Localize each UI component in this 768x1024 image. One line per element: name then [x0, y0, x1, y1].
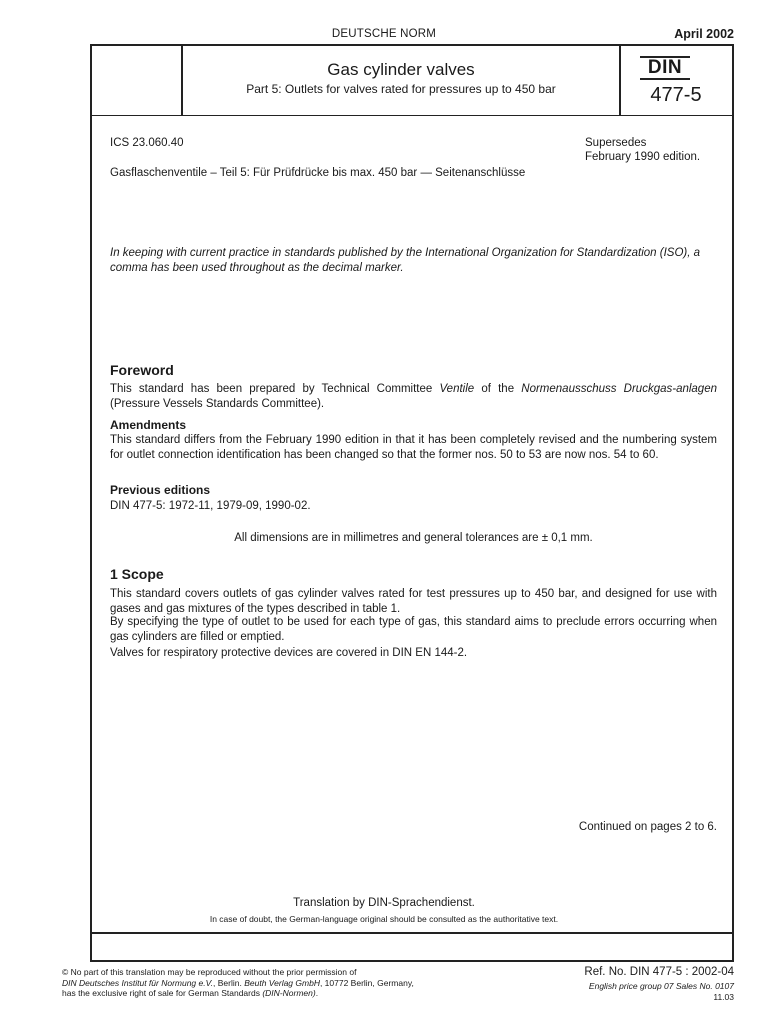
copyright-notice [62, 967, 482, 999]
scope-paragraph-1: This standard covers outlets of gas cylinder valves rated for test pressures up to 450 bar, and designed for use with gases and gas mixtures of the types described in table 1. [110, 588, 717, 615]
scope-paragraph-3: Valves for respiratory protective devices are covered in DIN EN 144-2. [110, 647, 468, 659]
foreword-text-part: (Pressure Vessels Standards Committee). [110, 398, 325, 410]
copyright-text-part: has the exclusive right of sale for German Standards [62, 988, 263, 998]
scope-heading: 1 Scope [110, 566, 164, 582]
copyright-text-part: . [315, 988, 319, 998]
price-group: English price group 07 Sales No. 0107 [588, 981, 734, 991]
german-title: Gasflaschenventile – Teil 5: Für Prüfdrücke bis max. 450 bar — Seitenanschlüsse [110, 167, 526, 179]
standards-committee-name: Normenausschuss Druckgas-anlagen [521, 383, 717, 395]
scope-paragraph-2: By specifying the type of outlet to be used for each type of gas, this standard aims to preclude errors occurring when gas cylinders are filled or emptied. [110, 616, 717, 643]
copyright-line-1: © No part of this translation may be reproduced without the prior permission of [62, 967, 357, 977]
foreword-text [110, 382, 717, 412]
copyright-line-2 [62, 978, 482, 989]
publication-date: April 2002 [674, 27, 734, 41]
doubt-note: In case of doubt, the German-language original should be consulted as the authoritative text. [209, 914, 559, 924]
supersedes-note [585, 136, 700, 164]
foreword-heading: Foreword [110, 362, 174, 378]
foreword-text-part: of the [474, 383, 522, 395]
committee-name: Ventile [439, 383, 475, 395]
standard-type-label: DEUTSCHE NORM [331, 28, 437, 40]
reference-number: Ref. No. DIN 477-5 : 2002-04 [584, 966, 734, 978]
previous-editions-heading: Previous editions [110, 483, 211, 497]
dimensions-note: All dimensions are in millimetres and general tolerances are ± 0,1 mm. [234, 532, 593, 544]
footer-separator [90, 932, 734, 934]
copyright-publisher: Beuth Verlag GmbH [244, 977, 320, 988]
copyright-text-part: , 10772 Berlin, Germany, [319, 977, 414, 988]
title-divider-left [181, 44, 183, 116]
copyright-line-3 [62, 988, 482, 999]
din-standard-number: 477-5 [650, 84, 702, 106]
copyright-din-normen: (DIN-Normen) [262, 988, 316, 998]
copyright-text-part: , Berlin. [213, 977, 245, 988]
ics-code: ICS 23.060.40 [110, 137, 184, 149]
iso-decimal-note: In keeping with current practice in standards published by the International Organization for Standardization (ISO), a comma has been used throughout as the decimal marker. [110, 247, 701, 274]
supersedes-line-2: February 1990 edition. [585, 151, 701, 163]
din-logo: DIN [640, 56, 690, 80]
foreword-text-part: This standard has been prepared by Technical Committee [110, 383, 440, 395]
document-subtitle: Part 5: Outlets for valves rated for pressures up to 450 bar [246, 82, 556, 96]
previous-editions-text: DIN 477-5: 1972-11, 1979-09, 1990-02. [110, 500, 311, 512]
print-code: 11.03 [713, 992, 734, 1002]
supersedes-line-1: Supersedes [585, 137, 647, 149]
amendments-text: This standard differs from the February 1990 edition in that it has been completely revised and the numbering system for outlet connection identification has been changed so that the former nos. 50 to 53 are now nos. 54 to 60. [110, 434, 717, 461]
amendments-heading: Amendments [110, 418, 187, 432]
continued-note: Continued on pages 2 to 6. [578, 821, 717, 833]
translation-credit: Translation by DIN-Sprachendienst. [293, 897, 475, 909]
copyright-org: DIN Deutsches Institut für Normung e.V. [62, 977, 214, 988]
document-title: Gas cylinder valves [327, 60, 475, 79]
